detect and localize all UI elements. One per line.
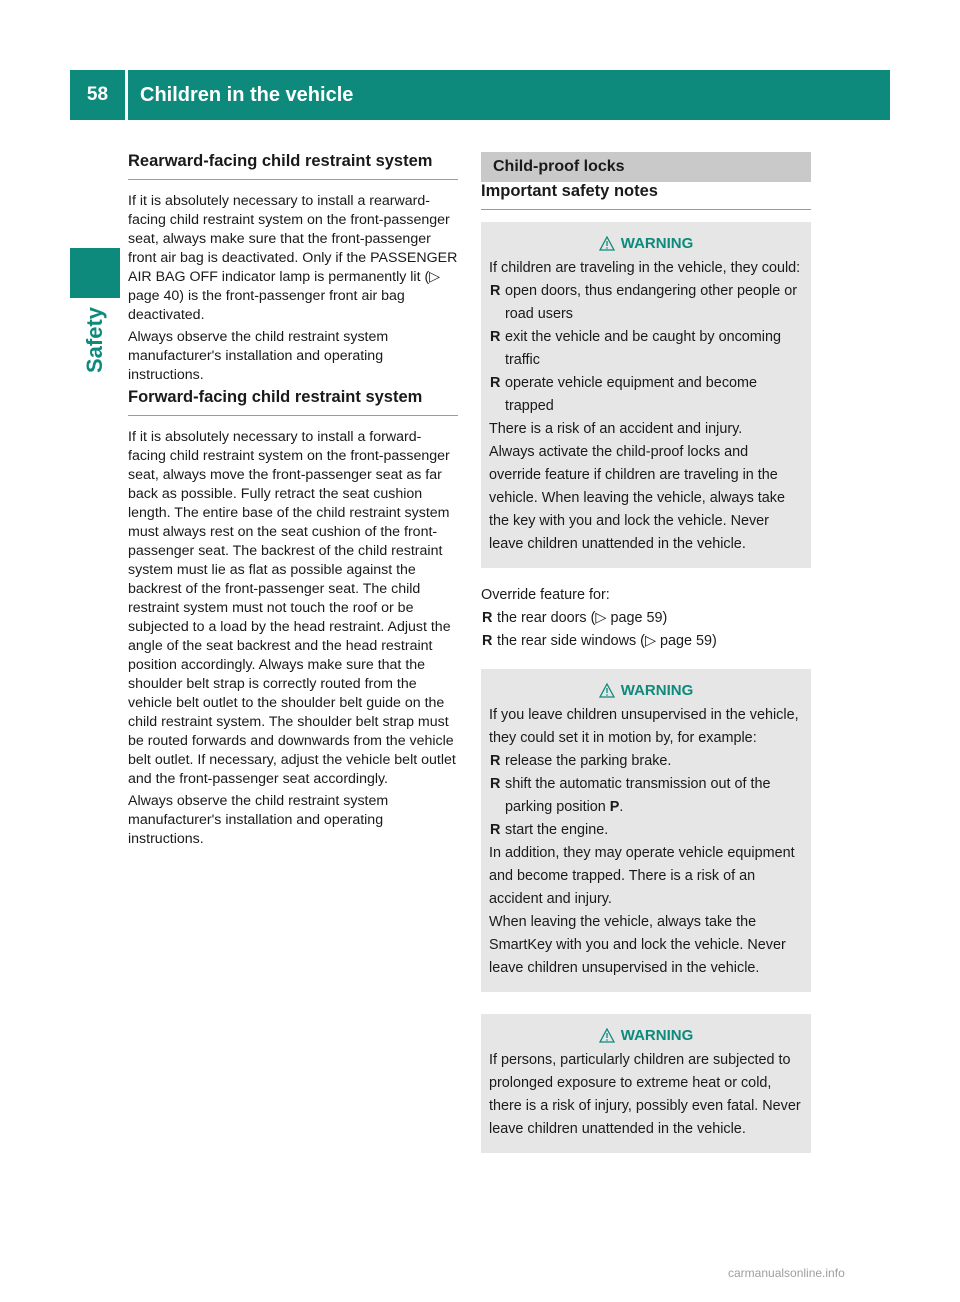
list-item: R operate vehicle equipment and become trapped [489, 372, 803, 418]
warning-box-1 [481, 222, 811, 568]
warning-2-risk: In addition, they may operate vehicle equipment and become trapped. There is a risk of an accident and injury. [489, 845, 795, 907]
gear-position-p: P [609, 799, 620, 815]
warning-1-intro: If children are traveling in the vehicle, they could: [489, 260, 801, 276]
list-item: R exit the vehicle and be caught by oncoming traffic [489, 326, 803, 372]
important-safety-notes-heading: Important safety notes [481, 182, 811, 210]
header-divider [125, 70, 128, 120]
warning-title-text: WARNING [620, 235, 694, 252]
bullet-icon: R [482, 610, 493, 626]
warning-1-risk: There is a risk of an accident and injury. [489, 421, 743, 437]
side-tab-label: Safety [82, 306, 107, 374]
chapter-title: Children in the vehicle [140, 84, 354, 106]
forward-paragraph-2: Always observe the child restraint system manufacturer's installation and operating instructions. [128, 793, 389, 847]
list-item [481, 630, 811, 653]
page-number: 58 [86, 84, 109, 105]
bullet-icon: R [490, 753, 501, 769]
warning-2-list [489, 750, 803, 842]
page-reference-link[interactable]: the rear doors (▷ page 59) [497, 610, 668, 626]
warning-title-text: WARNING [620, 682, 694, 699]
warning-title [489, 232, 803, 255]
bullet-icon: R [482, 633, 493, 649]
warning-title [489, 679, 803, 702]
bullet-icon: R [490, 776, 501, 792]
warning-title-text: WARNING [620, 1027, 694, 1044]
bullet-icon: R [490, 822, 501, 838]
list-item: R open doors, thus endangering other people or road users [489, 280, 803, 326]
warning-3-text: If persons, particularly children are subjected to prolonged exposure to extreme heat or cold, there is a risk of injury, possibly even fatal. Never leave children unattended in the vehicle. [489, 1052, 801, 1137]
override-label: Override feature for: [481, 587, 610, 603]
rearward-paragraph-1: If it is absolutely necessary to install a rearward-facing child restraint system on the front-passenger seat, always make sure that the front-passenger front air bag is deactivated. Only if the PASSENGER AIR BAG OFF indicator lamp is permanently lit (▷ page 40) is the front-passenger front air bag deactivated. [128, 193, 458, 323]
warning-triangle-icon [599, 236, 615, 251]
list-item: R start the engine. [489, 819, 803, 842]
bullet-icon: R [490, 283, 501, 299]
bullet-icon: R [490, 329, 501, 345]
warning-triangle-icon [599, 1028, 615, 1043]
child-proof-locks-bar: Child-proof locks [481, 152, 811, 182]
warning-box-3 [481, 1014, 811, 1153]
side-tab-marker [70, 248, 120, 298]
warning-2-advice: When leaving the vehicle, always take the SmartKey with you and lock the vehicle. Never leave children unsupervised in the vehicle. [489, 914, 786, 976]
warning-triangle-icon [599, 683, 615, 698]
warning-1-list [489, 280, 803, 418]
rearward-heading: Rearward-facing child restraint system [128, 152, 458, 180]
rearward-paragraph-2: Always observe the child restraint system manufacturer's installation and operating instructions. [128, 329, 389, 383]
list-item: R shift the automatic transmission out of the parking position P. [489, 773, 803, 819]
list-item [481, 607, 811, 630]
list-item: R release the parking brake. [489, 750, 803, 773]
warning-1-advice: Always activate the child-proof locks and override feature if children are traveling in the vehicle. When leaving the vehicle, always take the key with you and lock the vehicle. Never leave children unattended in the vehicle. [489, 444, 785, 552]
forward-heading: Forward-facing child restraint system [128, 388, 458, 416]
forward-paragraph-1: If it is absolutely necessary to install a forward-facing child restraint system on the front-passenger seat, always move the front-passenger seat as far back as possible. Fully retract the seat cushion length. The entire base of the child restraint system must always rest on the seat cushion of the front-passenger seat. The backrest of the child restraint system must lie as flat as possible against the backrest of the front-passenger seat. The child restraint system must not touch the roof or be subjected to a load by the head restraint. Adjust the angle of the seat backrest and the head restraint position accordingly. Always make sure that the shoulder belt strap is correctly routed from the vehicle belt outlet to the shoulder belt guide on the child restraint system. The shoulder belt strap must be routed forwards and downwards from the vehicle belt outlet. If necessary, adjust the vehicle belt outlet and the front-passenger seat accordingly. [128, 429, 456, 787]
warning-2-intro: If you leave children unsupervised in the vehicle, they could set it in motion by, for example: [489, 707, 799, 746]
warning-box-2 [481, 669, 811, 992]
warning-title [489, 1024, 803, 1047]
watermark: carmanualsonline.info [728, 1266, 845, 1280]
page-reference-link[interactable]: the rear side windows (▷ page 59) [497, 633, 717, 649]
right-column [481, 152, 811, 1153]
left-column [128, 152, 458, 852]
bullet-icon: R [490, 375, 501, 391]
override-list [481, 607, 811, 653]
